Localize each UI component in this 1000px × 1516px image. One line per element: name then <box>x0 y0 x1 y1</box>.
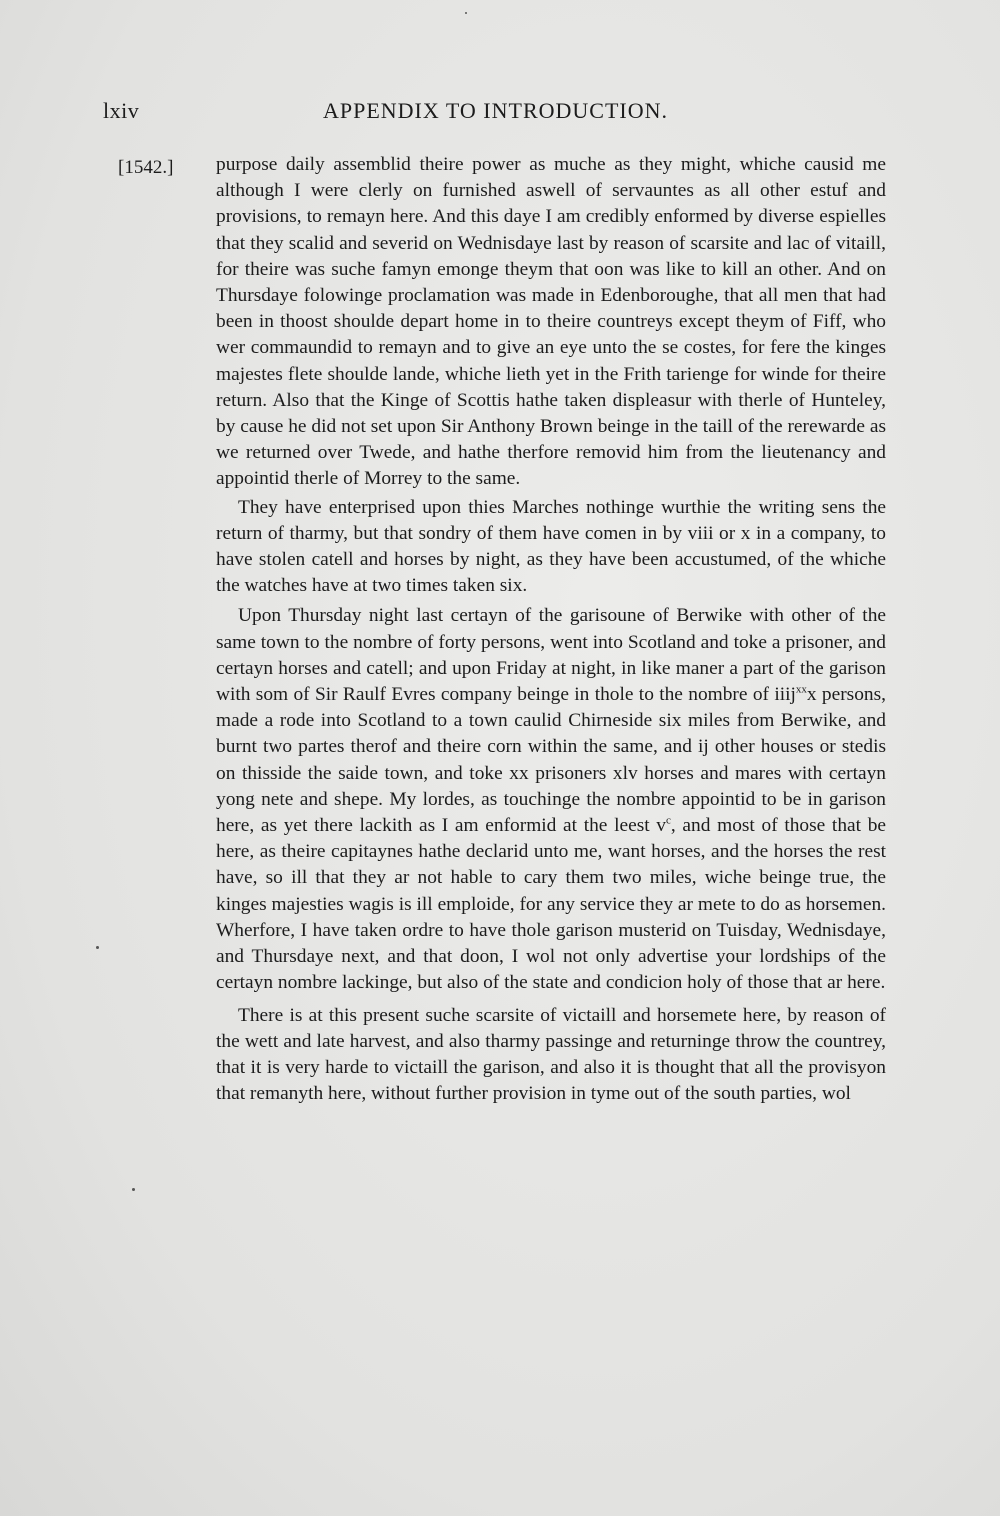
margin-year-note: [1542.] <box>118 157 174 178</box>
page-title: APPENDIX TO INTRODUCTION. <box>322 98 669 123</box>
paragraph-3-text-b: x persons, made a rode into Scotland to a town caulid Chirneside six miles from Berwike, and burnt two partes therof and theire corn within the same, and ij other houses or stedis on thisside the saide town, and toke xx prisoners xlv horses and mares with certayn yong nete and shepe. My lordes, as touchinge the nombre appointid to be in garison here, as yet there lackith as I am enformid at the leest v <box>216 684 886 837</box>
superscript-c: c <box>666 814 671 827</box>
margin-speck <box>132 1188 135 1191</box>
running-head <box>103 98 888 128</box>
paragraph-1: purpose daily assemblid theire power as muche as they might, whiche causid me although I were clerly on furnished aswell of servauntes as all other estuf and provisions, to remayn here. And this daye I am credibly enformed by diverse espielles that they scalid and severid on Wednisdaye last by reason of scarsite and lac of vitaill, for theire was suche famyn emonge theym that oon was like to kill an other. And on Thursdaye folowinge proclamation was made in Edenboroughe, that all men that had been in thoost shoulde depart home in to theire countreys except theym of Fiff, who wer commaundid to remayn and to give an eye unto the se costes, for fere the kinges majestes flete shoulde lande, whiche lieth yet in the Frith tarienge for winde for theire return. Also that the Kinge of Scottis hathe taken displeasur with therle of Hunteley, by cause he did not set upon Sir Anthony Brown beinge in the taill of the rerewarde as we returned over Twede, and hathe therfore removid him from the lieutenancy and appointid therle of Morrey to the same. <box>216 154 886 490</box>
superscript-xx: xx <box>795 683 807 696</box>
paragraph-2: They have enterprised upon thies Marches nothinge wurthie the writing sens the return of tharmy, but that sondry of them have comen in by viii or x in a company, to have stolen catell and horses by night, as they have been accustumed, of the whiche the watches have at two times taken six. <box>216 496 886 597</box>
margin-speck <box>96 946 99 949</box>
paragraph-3-text-c: , and most of those that be here, as theire capitaynes hathe declarid unto me, want horses, and the horses the rest have, so ill that they ar not hable to cary them two miles, wiche beinge true, the kinges majesties wagis is ill emploide, for any service they ar mete to do as horsemen. Wherfore, I have taken ordre to have thole garison musterid on Tuisday, Wednisdaye, and Thursdaye next, and that doon, I wol not only advertise your lordships of the certayn nombre lackinge, but also of the state and condicion holy of those that ar here. <box>216 815 886 994</box>
paragraph-3-text-a: Upon Thursday night last certayn of the garisoune of Berwike with other of the same town to the nombre of forty persons, went into Scotland and toke a prisoner, and certayn horses and catell; and upon Friday at night, in like maner a part of the garison with som of Sir Raulf Evres company beinge in thole to the nombre of iiij <box>216 605 886 706</box>
margin-speck <box>465 12 467 14</box>
paragraph-4: There is at this present suche scarsite of victaill and horsemete here, by reason of the wett and late harvest, and also tharmy passinge and returninge throw the countrey, that it is very harde to victaill the garison, and also it is thought that all the provisyon that remanyth here, without further provision in tyme out of the south parties, wol <box>216 1004 886 1105</box>
paragraph-3 <box>216 603 886 996</box>
page-number: lxiv <box>103 98 140 123</box>
body-text <box>216 152 886 1107</box>
